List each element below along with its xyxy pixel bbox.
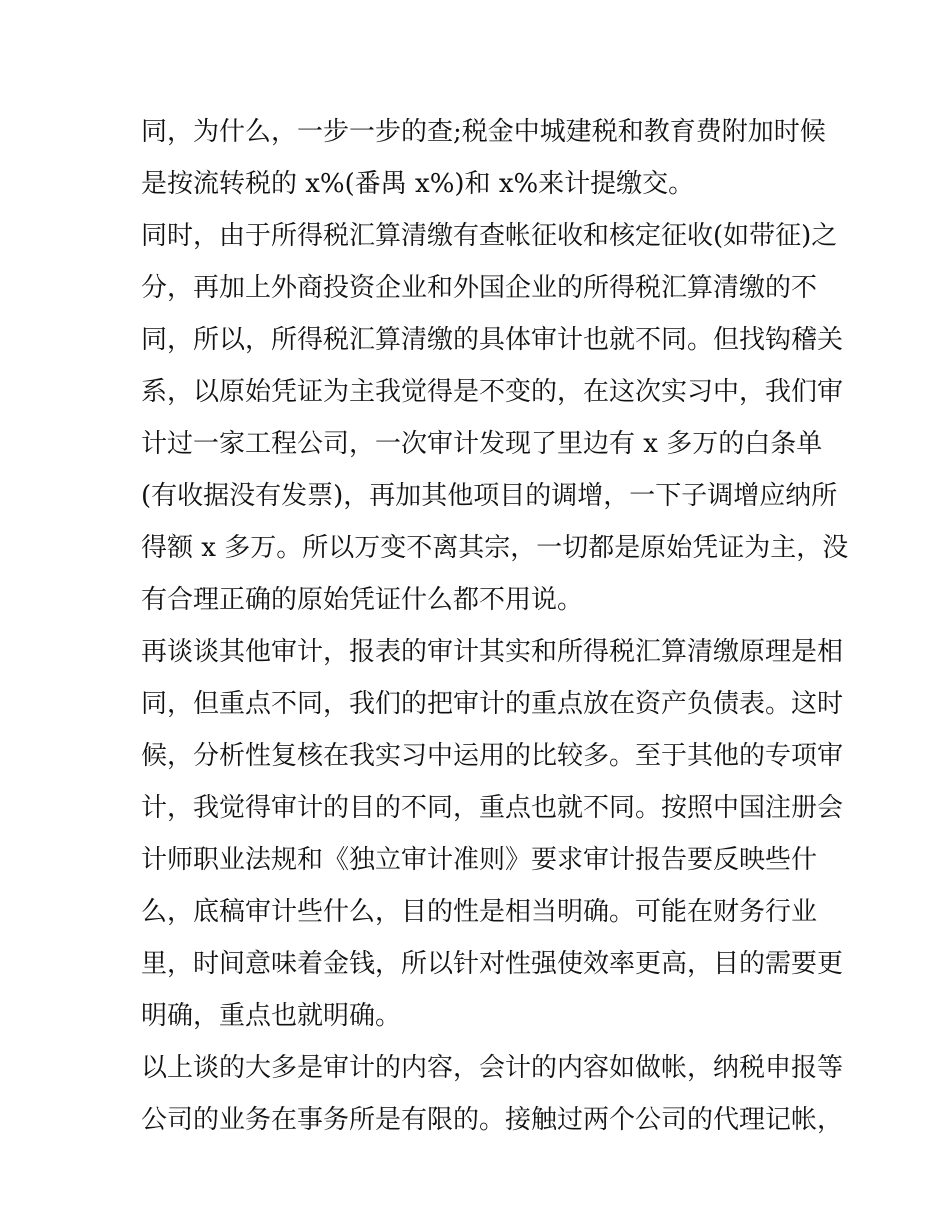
text-line: 计，我觉得审计的目的不同，重点也就不同。按照中国注册会 — [141, 793, 844, 823]
text-line: 再谈谈其他审计，报表的审计其实和所得税汇算清缴原理是相 — [141, 637, 844, 667]
text-line: 计师职业法规和《独立审计准则》要求审计报告要反映些什 — [141, 845, 818, 875]
text-line: 得额 x 多万。所以万变不离其宗，一切都是原始凭证为主，没 — [141, 533, 849, 563]
text-line: 公司的业务在事务所是有限的。接触过两个公司的代理记帐， — [141, 1105, 844, 1135]
text-line: 同，但重点不同，我们的把审计的重点放在资产负债表。这时 — [141, 689, 844, 719]
text-line: 计过一家工程公司，一次审计发现了里边有 x 多万的白条单 — [141, 429, 823, 459]
text-line: 以上谈的大多是审计的内容，会计的内容如做帐，纳税申报等 — [141, 1053, 844, 1083]
text-line: 是按流转税的 x%(番禺 x%)和 x%来计提缴交。 — [141, 169, 695, 199]
text-line: 有合理正确的原始凭证什么都不用说。 — [141, 585, 584, 615]
text-line: 同，所以，所得税汇算清缴的具体审计也就不同。但找钩稽关 — [141, 325, 844, 355]
text-line: 分，再加上外商投资企业和外国企业的所得税汇算清缴的不 — [141, 273, 818, 303]
text-line: 同时，由于所得税汇算清缴有查帐征收和核定征收(如带征)之 — [141, 221, 838, 251]
text-line: 里，时间意味着金钱，所以针对性强使效率更高，目的需要更 — [141, 949, 844, 979]
text-line: 系，以原始凭证为主我觉得是不变的，在这次实习中，我们审 — [141, 377, 844, 407]
text-line: 同，为什么，一步一步的查;税金中城建税和教育费附加时候 — [141, 117, 826, 147]
text-line: 候，分析性复核在我实习中运用的比较多。至于其他的专项审 — [141, 741, 844, 771]
text-line: (有收据没有发票)，再加其他项目的调增，一下子调增应纳所 — [141, 481, 838, 511]
text-line: 明确，重点也就明确。 — [141, 1001, 402, 1031]
text-line: 么，底稿审计些什么，目的性是相当明确。可能在财务行业 — [141, 897, 818, 927]
document-body — [141, 106, 849, 1146]
